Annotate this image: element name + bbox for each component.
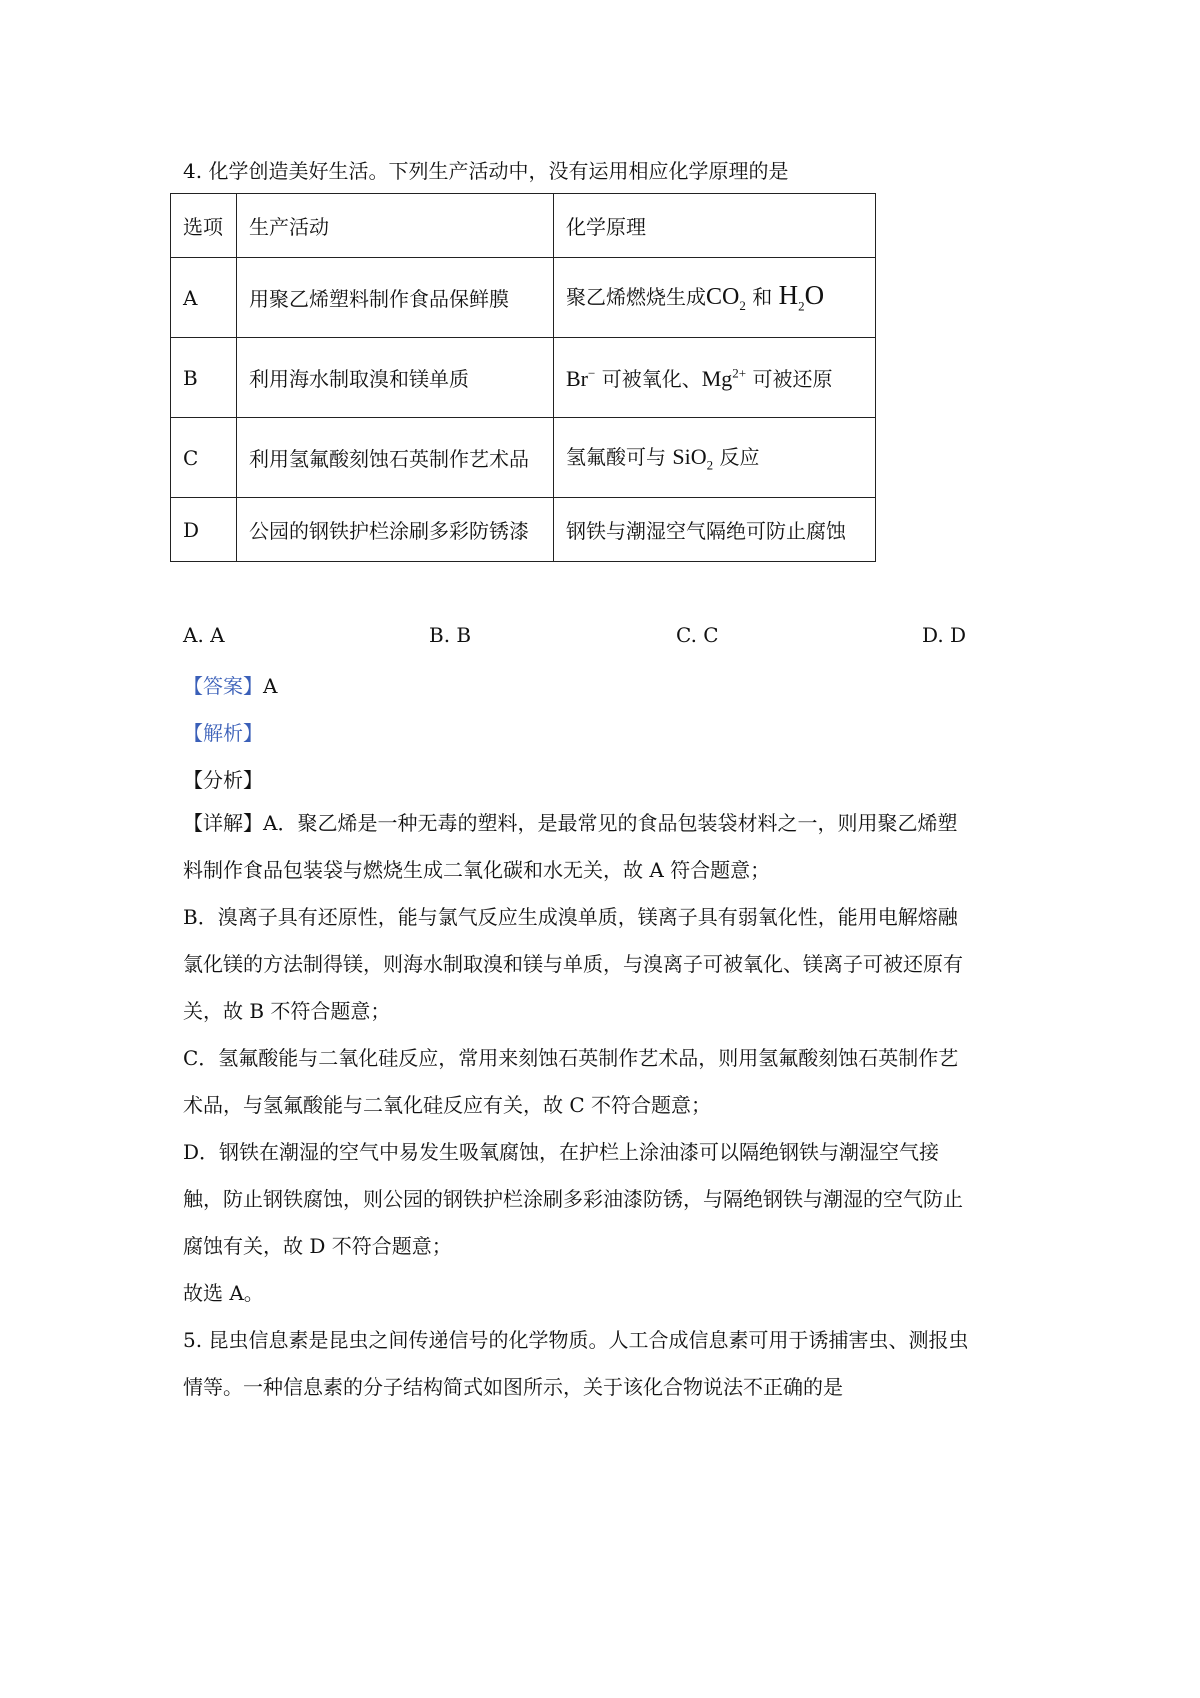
mg-base: Mg (701, 366, 733, 391)
h2o-formula (778, 280, 825, 314)
row-a-principle (554, 258, 876, 338)
question-4-title: 4. 化学创造美好生活。下列生产活动中，没有运用相应化学原理的是 (183, 159, 789, 183)
br-base: Br (566, 366, 588, 391)
co2-formula (706, 284, 746, 314)
row-c-principle-text2: 反应 (719, 445, 760, 470)
co2-subscript: 2 (739, 298, 746, 314)
row-a-principle-text2: 和 (752, 285, 773, 310)
row-c-principle-text1: 氢氟酸可与 (566, 445, 666, 470)
row-a-option: A (171, 258, 237, 338)
detail-line: C．氢氟酸能与二氧化硅反应，常用来刻蚀石英制作艺术品，则用氢氟酸刻蚀石英制作艺 (183, 1046, 959, 1070)
header-option: 选项 (171, 194, 237, 258)
detail-line: 故选 A。 (183, 1281, 264, 1305)
detail-line: 【详解】A．聚乙烯是一种无毒的塑料，是最常见的食品包装袋材料之一，则用聚乙烯塑 (183, 811, 958, 835)
question-5-line: 5. 昆虫信息素是昆虫之间传递信号的化学物质。人工合成信息素可用于诱捕害虫、测报虫 (183, 1328, 969, 1352)
sio2-formula (672, 444, 714, 473)
h2o-o: O (804, 280, 825, 311)
row-d-option: D (171, 498, 237, 562)
fenxi-label: 【分析】 (183, 768, 263, 792)
table-row-a (171, 258, 876, 338)
detail-line: 氯化镁的方法制得镁，则海水制取溴和镁与单质，与溴离子可被氧化、镁离子可被还原有 (183, 952, 963, 976)
table-header-row (171, 194, 876, 258)
question-5-line: 情等。一种信息素的分子结构简式如图所示，关于该化合物说法不正确的是 (183, 1375, 843, 1399)
detail-line: 触，防止钢铁腐蚀，则公园的钢铁护栏涂刷多彩油漆防锈，与隔绝钢铁与潮湿的空气防止 (183, 1187, 963, 1211)
row-b-activity: 利用海水制取溴和镁单质 (237, 338, 554, 418)
choice-d: D. D (922, 623, 967, 647)
row-a-activity: 用聚乙烯塑料制作食品保鲜膜 (237, 258, 554, 338)
analysis-label: 【解析】 (183, 721, 263, 745)
options-table (170, 193, 876, 562)
answer-line (183, 670, 277, 699)
row-b-principle-text1: 可被氧化、 (601, 367, 702, 391)
row-c-option: C (171, 418, 237, 498)
header-principle: 化学原理 (554, 194, 876, 258)
choice-c: C. C (676, 623, 719, 647)
detail-line: 术品，与氢氟酸能与二氧化硅反应有关，故 C 不符合题意； (183, 1093, 712, 1117)
h2o-subscript: 2 (798, 298, 805, 314)
br-ion (566, 366, 595, 391)
row-a-principle-text1: 聚乙烯燃烧生成 (566, 285, 706, 310)
detail-line: B．溴离子具有还原性，能与氯气反应生成溴单质，镁离子具有弱氧化性，能用电解熔融 (183, 905, 958, 929)
row-c-principle (554, 418, 876, 498)
row-b-option: B (171, 338, 237, 418)
detail-explanation (183, 800, 968, 1411)
co2-base: CO (706, 284, 740, 311)
table-row-d (171, 498, 876, 562)
row-d-principle: 钢铁与潮湿空气隔绝可防止腐蚀 (554, 498, 876, 562)
mg-charge: 2+ (732, 365, 747, 381)
table-row-b (171, 338, 876, 418)
answer-label: 【答案】 (183, 674, 263, 698)
sio2-base: SiO (672, 444, 707, 470)
row-c-activity: 利用氢氟酸刻蚀石英制作艺术品 (237, 418, 554, 498)
br-charge: − (588, 365, 596, 381)
detail-line: D．钢铁在潮湿的空气中易发生吸氧腐蚀，在护栏上涂油漆可以隔绝钢铁与潮湿空气接 (183, 1140, 940, 1164)
mg-ion (702, 366, 746, 391)
answer-value: A (263, 674, 278, 698)
row-d-activity: 公园的钢铁护栏涂刷多彩防锈漆 (237, 498, 554, 562)
h2o-h: H (778, 280, 799, 311)
row-b-principle (554, 338, 876, 418)
choice-a: A. A (183, 623, 225, 647)
detail-line: 料制作食品包装袋与燃烧生成二氧化碳和水无关，故 A 符合题意； (183, 858, 771, 882)
row-b-principle-text2: 可被还原 (752, 367, 833, 391)
detail-line: 关，故 B 不符合题意； (183, 999, 391, 1023)
table-row-c (171, 418, 876, 498)
sio2-subscript: 2 (706, 457, 714, 473)
detail-line: 腐蚀有关，故 D 不符合题意； (183, 1234, 452, 1258)
header-activity: 生产活动 (237, 194, 554, 258)
choice-b: B. B (429, 623, 472, 647)
